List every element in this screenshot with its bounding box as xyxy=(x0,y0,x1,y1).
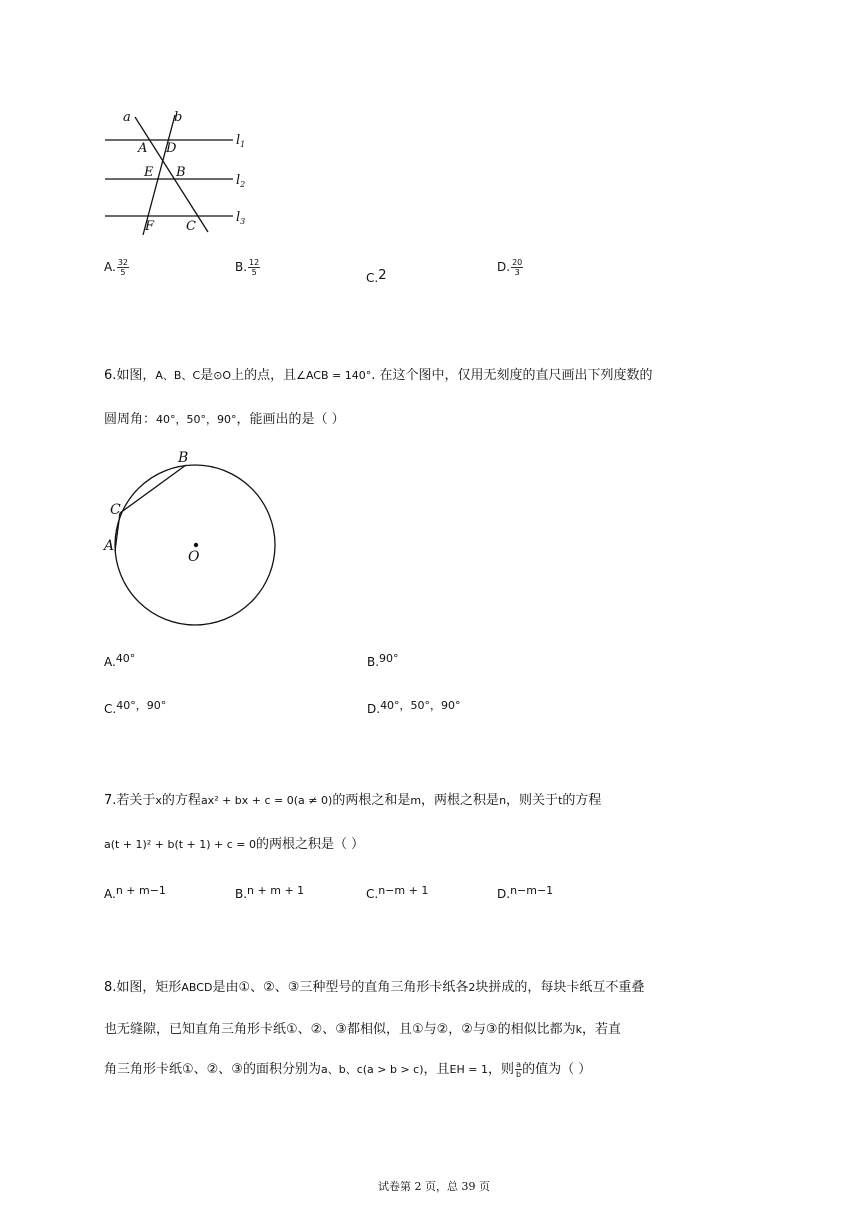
q5-option-a[interactable]: A. $\frac{32}{5}$ xyxy=(104,258,128,277)
circle-figure xyxy=(98,443,288,633)
q8-stem-line2: 也无缝隙，已知直角三角形卡纸①、②、③都相似，且①与②，②与③的相似比都为k，若直 xyxy=(104,1022,621,1037)
label-a: a xyxy=(123,110,131,125)
q5-option-a-fraction: $\frac{32}{5}$ xyxy=(117,258,128,277)
page-footer: 试卷第 2 页，总 39 页 xyxy=(378,1180,490,1193)
q5-option-d-fraction: $\frac{20}{3}$ xyxy=(512,258,523,277)
q5-option-b[interactable]: B. $\frac{12}{5}$ xyxy=(235,258,260,277)
label-E: E xyxy=(144,165,154,180)
q6-option-b[interactable]: B.90° xyxy=(367,652,399,669)
center-point xyxy=(194,543,198,547)
q5-option-d[interactable]: D. $\frac{20}{3}$ xyxy=(497,258,523,277)
q7-option-b[interactable]: B.n + m + 1 xyxy=(235,884,305,901)
label-b: b xyxy=(174,110,183,125)
q8-stem-line1: 8.如图，矩形ABCD是由①、②、③三种型号的直角三角形卡纸各2块拼成的，每块卡纸互不重叠 xyxy=(104,980,645,995)
circle-label-B: B xyxy=(178,450,189,466)
label-l2: $l_2$ xyxy=(236,173,246,189)
circle-label-O: O xyxy=(188,549,200,565)
label-B: B xyxy=(176,165,186,180)
label-l3: $l_3$ xyxy=(236,210,246,226)
circle-label-A: A xyxy=(104,538,115,554)
q5-option-b-fraction: $\frac{12}{5}$ xyxy=(249,258,260,277)
q7-option-d[interactable]: D.n−m−1 xyxy=(497,884,554,901)
q7-option-a[interactable]: A.n + m−1 xyxy=(104,884,166,901)
q7-stem-line2: a(t + 1)² + b(t + 1) + c = 0的两根之积是（ ） xyxy=(104,837,365,852)
q8-fraction-a-over-b: $\frac{a}{b}$ xyxy=(515,1060,522,1079)
label-F: F xyxy=(145,219,155,234)
q7-option-c[interactable]: C.n−m + 1 xyxy=(366,884,429,901)
q6-stem-line1: 6.如图，A、B、C是⊙O上的点，且∠ACB = 140°. 在这个图中，仅用无刻度的直尺画出下列度数的 xyxy=(104,368,653,383)
q6-option-d[interactable]: D.40°，50°，90° xyxy=(367,699,461,716)
q7-stem-line1: 7.若关于x的方程ax² + bx + c = 0(a ≠ 0)的两根之和是m，两根之积是n，则关于t的方程 xyxy=(104,793,602,808)
label-l1: $l_1$ xyxy=(236,133,246,149)
parallel-lines-figure xyxy=(95,105,255,240)
q6-option-c[interactable]: C.40°，90° xyxy=(104,699,167,716)
circle-label-C: C xyxy=(110,502,121,518)
label-D: D xyxy=(166,141,177,156)
q6-option-a[interactable]: A.40° xyxy=(104,652,136,669)
chord-bc xyxy=(120,465,186,513)
label-A: A xyxy=(138,141,148,156)
q8-stem-line3: 角三角形卡纸①、②、③的面积分别为a、b、c(a > b > c)，且EH = 1，则 $\frac{a}{b}$ 的值为（ ） xyxy=(104,1060,592,1079)
label-C: C xyxy=(186,219,196,234)
q5-option-c[interactable]: C.2 xyxy=(366,268,387,285)
q6-stem-line2: 圆周角：40°，50°，90°，能画出的是（ ） xyxy=(104,412,345,427)
